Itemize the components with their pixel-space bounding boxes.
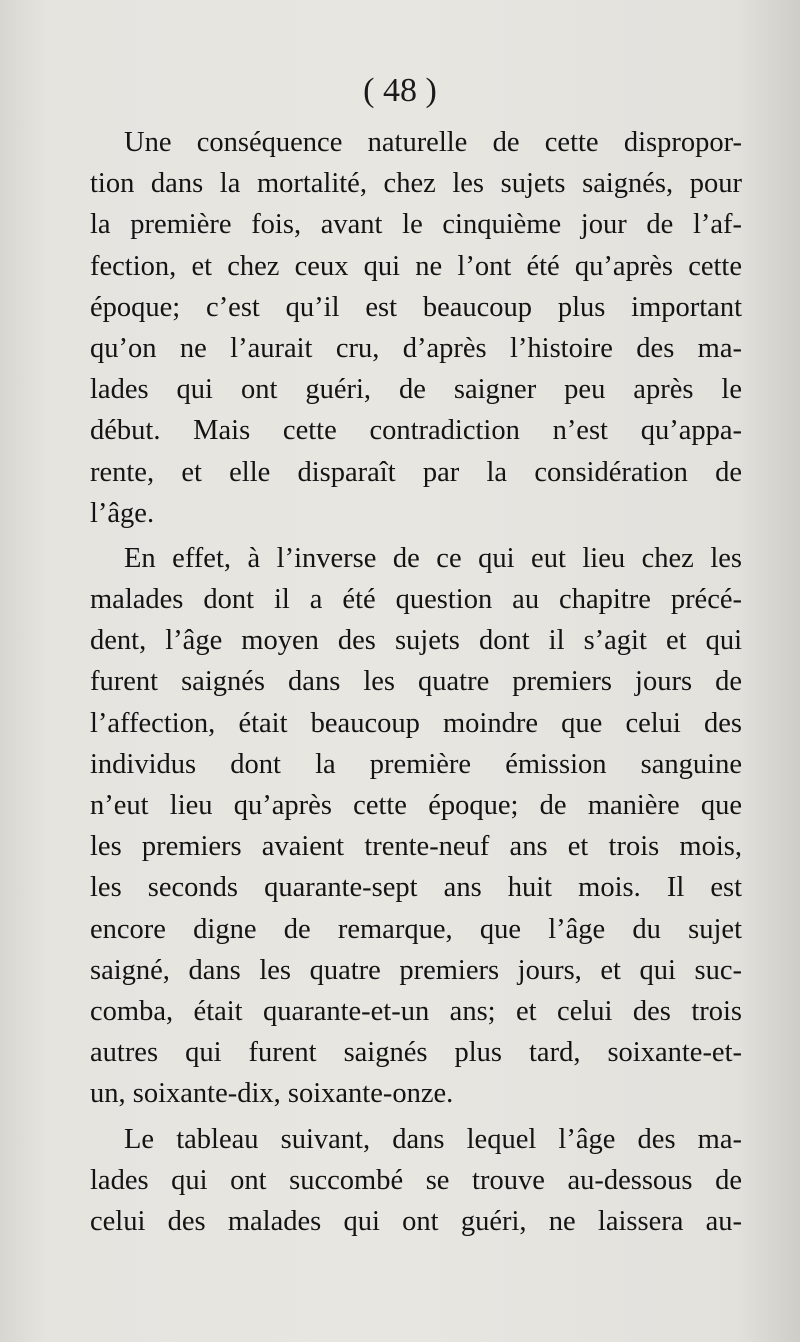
- text-line: lades qui ont succombé se trouve au-dessous de: [90, 1164, 742, 1196]
- text-line: l’âge.: [90, 497, 155, 529]
- paragraph-2: [90, 538, 742, 1115]
- text-line: début. Mais cette contradiction n’est qu’appa-: [90, 415, 742, 447]
- text-line: lades qui ont guéri, de saigner peu après le: [90, 374, 742, 406]
- text-line: individus dont la première émission sanguine: [90, 748, 742, 780]
- paragraph-1: [90, 122, 742, 534]
- text-line: comba, était quarante-et-un ans; et celui des trois: [90, 995, 742, 1027]
- text-line: qu’on ne l’aurait cru, d’après l’histoire des ma-: [90, 332, 742, 364]
- text-line: fection, et chez ceux qui ne l’ont été qu’après cette: [90, 250, 742, 282]
- text-line: les seconds quarante-sept ans huit mois. Il est: [90, 872, 742, 904]
- text-line: dent, l’âge moyen des sujets dont il s’agit et qui: [90, 625, 742, 657]
- text-line: autres qui furent saignés plus tard, soixante-et-: [90, 1037, 742, 1069]
- text-line: saigné, dans les quatre premiers jours, et qui suc-: [90, 954, 742, 986]
- text-line: Une conséquence naturelle de cette dispropor-: [124, 127, 742, 158]
- text-line: l’affection, était beaucoup moindre que celui des: [90, 707, 742, 739]
- page-number: ( 48 ): [363, 72, 437, 109]
- text-line: celui des malades qui ont guéri, ne laissera au-: [90, 1205, 742, 1237]
- text-line: les premiers avaient trente-neuf ans et trois mois,: [90, 831, 742, 863]
- text-line: époque; c’est qu’il est beaucoup plus important: [90, 291, 742, 323]
- paragraph-3: [90, 1119, 742, 1243]
- text-line: encore digne de remarque, que l’âge du sujet: [90, 913, 742, 945]
- text-line: tion dans la mortalité, chez les sujets saignés, pour: [90, 168, 742, 200]
- text-line: un, soixante-dix, soixante-onze.: [90, 1078, 454, 1110]
- text-line: la première fois, avant le cinquième jour de l’af-: [90, 209, 742, 241]
- text-line: En effet, à l’inverse de ce qui eut lieu chez les: [124, 542, 742, 574]
- text-line: malades dont il a été question au chapitre précé-: [90, 584, 742, 616]
- text-line: furent saignés dans les quatre premiers jours de: [90, 666, 742, 698]
- body-text: [90, 122, 742, 1242]
- text-line: Le tableau suivant, dans lequel l’âge des ma-: [124, 1123, 742, 1155]
- text-line: rente, et elle disparaît par la considération de: [90, 456, 742, 488]
- text-line: n’eut lieu qu’après cette époque; de manière que: [90, 790, 742, 821]
